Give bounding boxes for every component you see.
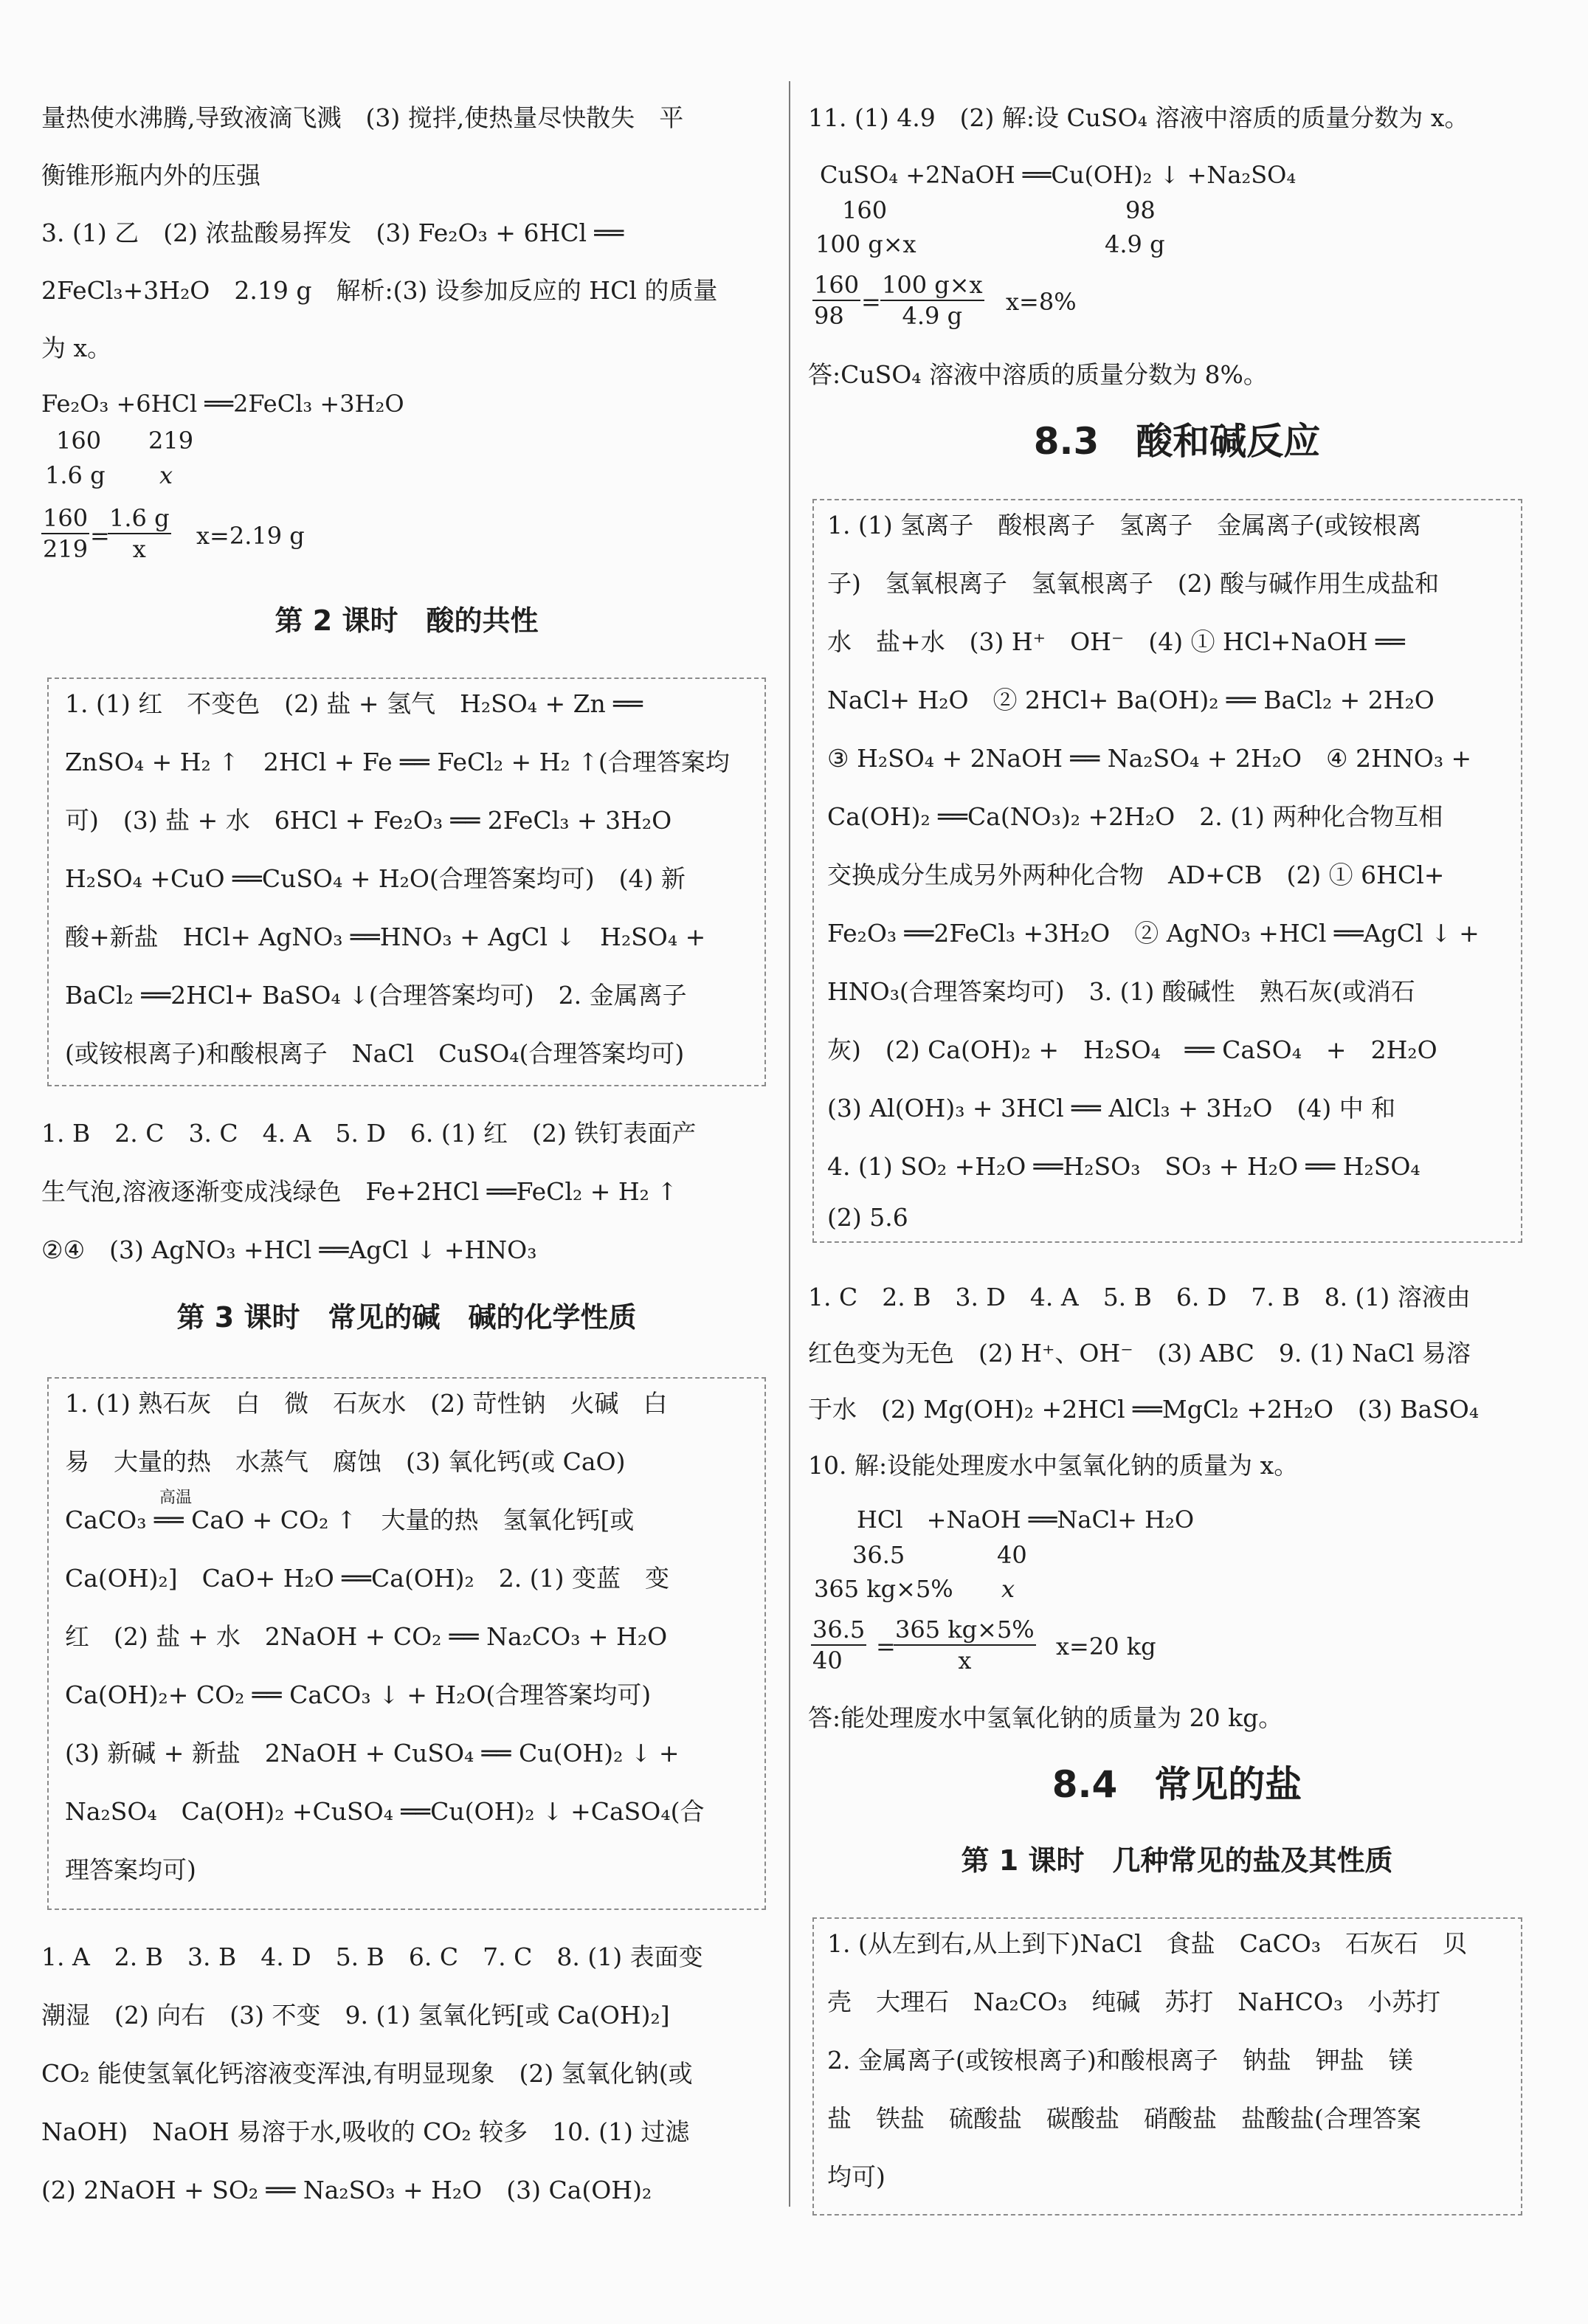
box-line: 4. (1) SO₂ +H₂O ══H₂SO₃ SO₃ + H₂O ══ H₂SO₄ (827, 1152, 1420, 1181)
fraction-denominator: x (958, 1647, 972, 1675)
box-line: CaCO₃ ══ CaO + CO₂ ↑ 大量的热 氢氧化钙[或 (65, 1506, 635, 1534)
box-line: ZnSO₄ + H₂ ↑ 2HCl + Fe ══ FeCl₂ + H₂ ↑(合理答案均 (65, 748, 730, 776)
text-line: 答:CuSO₄ 溶液中溶质的质量分数为 8%。 (808, 360, 1268, 389)
box-line: 红 (2) 盐 + 水 2NaOH + CO₂ ══ Na₂CO₃ + H₂O (65, 1622, 668, 1651)
box-line: 1. (1) 熟石灰 白 微 石灰水 (2) 苛性钠 火碱 白 (65, 1389, 668, 1418)
fraction-denominator: 98 (814, 302, 844, 330)
molar-mass: 40 (997, 1541, 1027, 1569)
text-line: 2FeCl₃+3H₂O 2.19 g 解析:(3) 设参加反应的 HCl 的质量 (41, 276, 718, 305)
box-line: (2) 5.6 (827, 1203, 908, 1232)
molar-mass: 160 (842, 196, 888, 224)
box-line: 水 盐+水 (3) H⁺ OH⁻ (4) ① HCl+NaOH ══ (827, 627, 1405, 656)
text-line: 答:能处理废水中氢氧化钠的质量为 20 kg。 (808, 1703, 1283, 1732)
box-line: 灰) (2) Ca(OH)₂ + H₂SO₄ ══ CaSO₄ + 2H₂O (827, 1035, 1437, 1064)
box-line: Na₂SO₄ Ca(OH)₂ +CuSO₄ ══Cu(OH)₂ ↓ +CaSO₄(合 (65, 1797, 705, 1826)
fraction-numerator: 1.6 g (108, 503, 171, 534)
result: x=20 kg (1056, 1632, 1156, 1661)
molar-mass: 160 (56, 427, 102, 455)
knowledge-box (47, 1377, 766, 1910)
box-line: 盐 铁盐 硫酸盐 碳酸盐 硝酸盐 盐酸盐(合理答案 (827, 2104, 1421, 2133)
section-title: 8.4 常见的盐 (1052, 1763, 1302, 1806)
section-title: 8.3 酸和碱反应 (1033, 420, 1321, 463)
fraction-denominator: 4.9 g (902, 302, 963, 330)
molar-mass: 98 (1125, 196, 1156, 224)
lesson-title: 第 2 课时 酸的共性 (275, 604, 539, 637)
box-line: Ca(OH)₂ ══Ca(NO₃)₂ +2H₂O 2. (1) 两种化合物互相 (827, 802, 1443, 831)
box-line: ③ H₂SO₄ + 2NaOH ══ Na₂SO₄ + 2H₂O ④ 2HNO₃ + (827, 744, 1472, 773)
box-line: 1. (从左到右,从上到下)NaCl 食盐 CaCO₃ 石灰石 贝 (827, 1929, 1468, 1958)
box-line: 1. (1) 氢离子 酸根离子 氢离子 金属离子(或铵根离 (827, 511, 1422, 539)
result: x=8% (1006, 288, 1077, 316)
text-line: 11. (1) 4.9 (2) 解:设 CuSO₄ 溶液中溶质的质量分数为 x。 (808, 103, 1469, 132)
answer-line: 1. B 2. C 3. C 4. A 5. D 6. (1) 红 (2) 铁钉表面产 (41, 1119, 697, 1148)
column-divider (789, 81, 790, 2207)
knowledge-box (47, 677, 766, 1086)
box-line: 可) (3) 盐 + 水 6HCl + Fe₂O₃ ══ 2FeCl₃ + 3H₂O (65, 806, 672, 835)
mass-value: 1.6 g (45, 461, 106, 489)
mass-value: 365 kg×5% (814, 1575, 953, 1603)
mass-value: 100 g×x (815, 230, 916, 258)
box-line: BaCl₂ ══2HCl+ BaSO₄ ↓(合理答案均可) 2. 金属离子 (65, 981, 687, 1010)
unknown-value: x (1001, 1575, 1015, 1603)
lesson-title: 第 1 课时 几种常见的盐及其性质 (961, 1844, 1393, 1877)
text-line: 3. (1) 乙 (2) 浓盐酸易挥发 (3) Fe₂O₃ + 6HCl ══ (41, 218, 624, 247)
fraction-numerator: 160 (812, 270, 860, 301)
box-line: NaCl+ H₂O ② 2HCl+ Ba(OH)₂ ══ BaCl₂ + 2H₂O (827, 686, 1435, 714)
box-line: 子) 氢氧根离子 氢氧根离子 (2) 酸与碱作用生成盐和 (827, 569, 1440, 598)
equation: CuSO₄ +2NaOH ══Cu(OH)₂ ↓ +Na₂SO₄ (820, 161, 1297, 189)
box-line: (或铵根离子)和酸根离子 NaCl CuSO₄(合理答案均可) (65, 1039, 685, 1068)
box-line: 易 大量的热 水蒸气 腐蚀 (3) 氧化钙(或 CaO) (65, 1447, 626, 1476)
answer-line: 潮湿 (2) 向右 (3) 不变 9. (1) 氢氧化钙[或 Ca(OH)₂] (41, 2001, 670, 2030)
fraction-numerator: 160 (41, 503, 89, 534)
knowledge-box (812, 499, 1522, 1243)
box-line: HNO₃(合理答案均可) 3. (1) 酸碱性 熟石灰(或消石 (827, 977, 1415, 1006)
molar-mass: 219 (148, 427, 194, 455)
fraction-denominator: 219 (43, 535, 89, 563)
unknown-value: x (159, 461, 173, 489)
mass-value: 4.9 g (1105, 230, 1165, 258)
answer-line: 红色变为无色 (2) H⁺、OH⁻ (3) ABC 9. (1) NaCl 易溶 (808, 1339, 1471, 1368)
answer-line: (2) 2NaOH + SO₂ ══ Na₂SO₃ + H₂O (3) Ca(OH)₂ (41, 2176, 652, 2204)
equals-sign: = (90, 522, 110, 550)
box-line: Fe₂O₃ ══2FeCl₃ +3H₂O ② AgNO₃ +HCl ══AgCl ↓ + (827, 919, 1480, 948)
fraction-numerator: 36.5 (811, 1615, 866, 1646)
box-line: 酸+新盐 HCl+ AgNO₃ ══HNO₃ + AgCl ↓ H₂SO₄ + (65, 923, 706, 951)
box-line: 理答案均可) (65, 1855, 196, 1884)
knowledge-box (812, 1917, 1522, 2216)
answer-line: 1. C 2. B 3. D 4. A 5. B 6. D 7. B 8. (1) 溶液由 (808, 1283, 1471, 1311)
answer-line: ②④ (3) AgNO₃ +HCl ══AgCl ↓ +HNO₃ (41, 1235, 537, 1264)
box-line: H₂SO₄ +CuO ══CuSO₄ + H₂O(合理答案均可) (4) 新 (65, 864, 686, 893)
box-line: Ca(OH)₂+ CO₂ ══ CaCO₃ ↓ + H₂O(合理答案均可) (65, 1680, 652, 1709)
box-line: 壳 大理石 Na₂CO₃ 纯碱 苏打 NaHCO₃ 小苏打 (827, 1987, 1441, 2016)
box-line: 2. 金属离子(或铵根离子)和酸根离子 钠盐 钾盐 镁 (827, 2046, 1413, 2075)
fraction-denominator: 40 (812, 1647, 843, 1675)
text-line: 量热使水沸腾,导致液滴飞溅 (3) 搅拌,使热量尽快散失 平 (41, 103, 684, 132)
box-line: (3) Al(OH)₃ + 3HCl ══ AlCl₃ + 3H₂O (4) 中 和 (827, 1094, 1396, 1123)
lesson-title: 第 3 课时 常见的碱 碱的化学性质 (176, 1301, 637, 1334)
equals-sign: = (876, 1632, 896, 1661)
fraction (812, 270, 860, 331)
fraction (880, 270, 984, 331)
molar-mass: 36.5 (852, 1541, 905, 1569)
answer-line: 10. 解:设能处理废水中氢氧化钠的质量为 x。 (808, 1451, 1299, 1480)
box-line: 1. (1) 红 不变色 (2) 盐 + 氢气 H₂SO₄ + Zn ══ (65, 689, 643, 718)
fraction (108, 503, 171, 564)
result: x=2.19 g (196, 522, 305, 550)
equation: Fe₂O₃ +6HCl ══2FeCl₃ +3H₂O (41, 390, 404, 418)
answer-line: 于水 (2) Mg(OH)₂ +2HCl ══MgCl₂ +2H₂O (3) BaSO₄ (808, 1395, 1480, 1424)
answer-line: 1. A 2. B 3. B 4. D 5. B 6. C 7. C 8. (1) 表面变 (41, 1942, 703, 1971)
text-line: 为 x。 (41, 334, 112, 362)
reaction-condition: 高温 (159, 1489, 193, 1507)
answer-line: NaOH) NaOH 易溶于水,吸收的 CO₂ 较多 10. (1) 过滤 (41, 2117, 690, 2146)
fraction-numerator: 365 kg×5% (894, 1615, 1036, 1646)
box-line: (3) 新碱 + 新盐 2NaOH + CuSO₄ ══ Cu(OH)₂ ↓ + (65, 1739, 680, 1768)
fraction (811, 1615, 866, 1675)
text-line: 衡锥形瓶内外的压强 (41, 161, 260, 190)
box-line: 均可) (827, 2162, 886, 2191)
fraction (894, 1615, 1036, 1675)
answer-line: 生气泡,溶液逐渐变成浅绿色 Fe+2HCl ══FeCl₂ + H₂ ↑ (41, 1177, 677, 1206)
fraction-denominator: x (132, 535, 146, 563)
fraction (41, 503, 89, 564)
equals-sign: = (861, 288, 881, 316)
fraction-numerator: 100 g×x (880, 270, 984, 301)
box-line: Ca(OH)₂] CaO+ H₂O ══Ca(OH)₂ 2. (1) 变蓝 变 (65, 1564, 669, 1593)
answer-line: CO₂ 能使氢氧化钙溶液变浑浊,有明显现象 (2) 氢氧化钠(或 (41, 2059, 693, 2088)
box-line: 交换成分生成另外两种化合物 AD+CB (2) ① 6HCl+ (827, 861, 1445, 889)
equation: HCl +NaOH ══NaCl+ H₂O (857, 1506, 1195, 1534)
